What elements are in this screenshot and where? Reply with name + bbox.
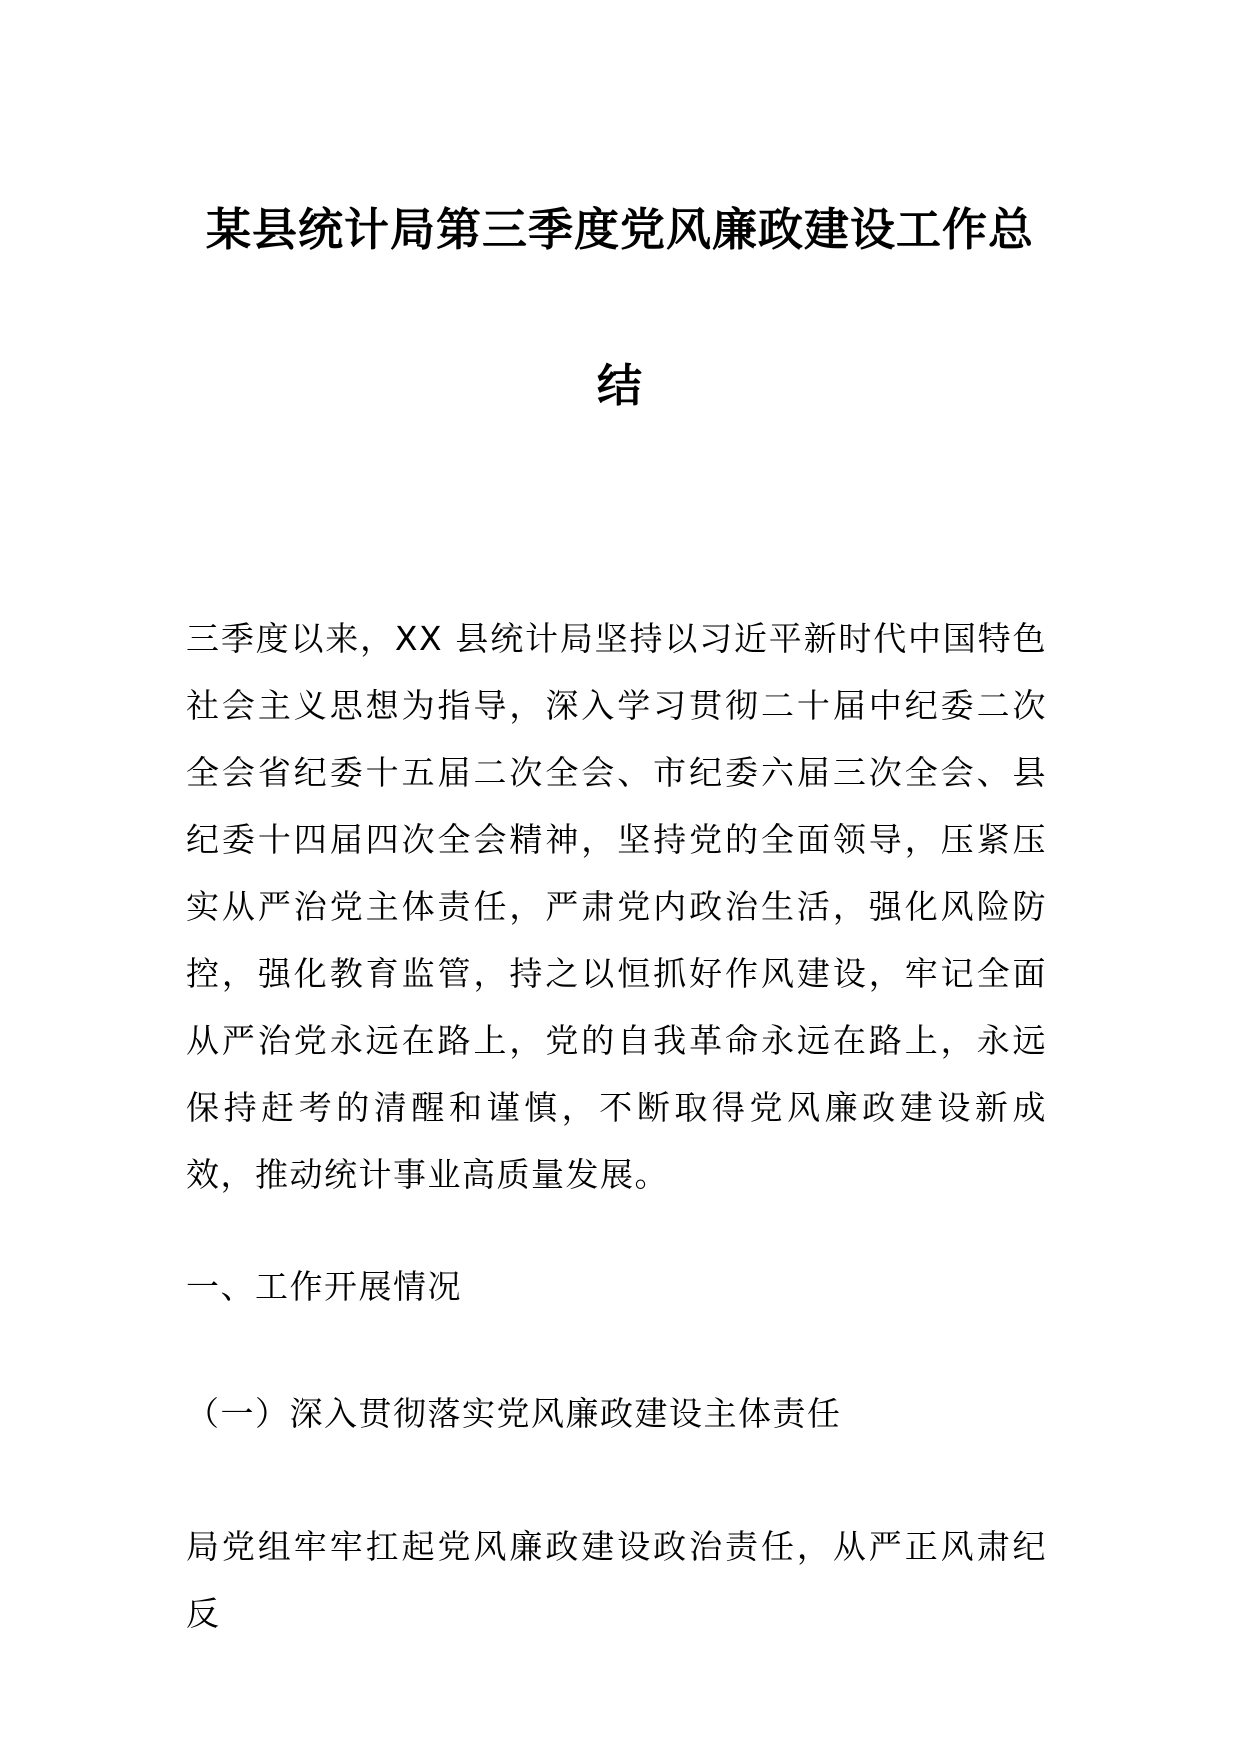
document-title: 某县统计局第三季度党风廉政建设工作总结: [205, 203, 1034, 412]
body-paragraph: 局党组牢牢扛起党风廉政建设政治责任，从严正风肃纪反: [186, 1527, 1047, 1633]
intro-paragraph: 三季度以来，XX 县统计局坚持以习近平新时代中国特色社会主义思想为指导，深入学习贯彻二十届中纪委二次全会省纪委十五届二次全会、市纪委六届三次全会、县纪委十四届四次全会精神，坚持党的全面领导，压紧压实从严治党主体责任，严肃党内政治生活，强化风险防控，强化教育监管，持之以恒抓好作风建设，牢记全面从严治党永远在路上，党的自我革命永远在路上，永远保持赶考的清醒和谨慎，不断取得党风廉政建设新成效，推动统计事业高质量发展。: [186, 619, 1047, 1194]
subsection-heading: （一）深入贯彻落实党风廉政建设主体责任: [186, 1394, 842, 1433]
section-heading: 一、工作开展情况: [186, 1267, 462, 1306]
